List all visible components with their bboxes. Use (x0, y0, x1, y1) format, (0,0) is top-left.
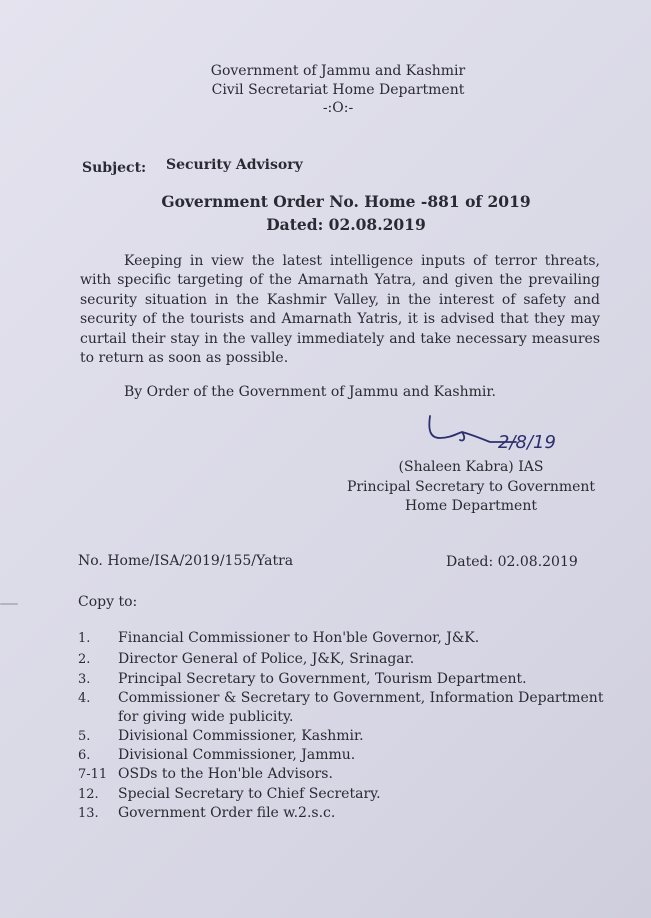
copy-item-number: 4. (78, 691, 91, 706)
copy-item-number: 13. (78, 806, 99, 821)
signatory-name: (Shaleen Kabra) IAS (398, 459, 544, 475)
reference-number: No. Home/ISA/2019/155/Yatra (78, 553, 294, 569)
paper-crease-mark (0, 603, 18, 605)
header-government: Government of Jammu and Kashmir (210, 63, 466, 79)
header-department: Civil Secretariat Home Department (211, 82, 465, 98)
copy-item-continuation: for giving wide publicity. (118, 709, 294, 725)
copy-item-number: 6. (78, 748, 91, 763)
header-separator: -:O:- (322, 100, 354, 116)
copy-item-number: 1. (78, 631, 91, 646)
advisory-paragraph: Keeping in view the latest intelligence inputs of terror threats, with specific targeting of the Amarnath Yatra, and given the prevailing security situation in the Kashmir Valley, in the interest of safety and security of the tourists and Amarnath Yatris, it is advised that they may curtail their stay in the valley immediately and take necessary measures to return as soon as possible. (80, 253, 600, 367)
by-order-line: By Order of the Government of Jammu and Kashmir. (124, 384, 496, 400)
copy-item-text: Financial Commissioner to Hon'ble Governor, J&K. (118, 630, 480, 646)
copy-item-number: 7-11 (78, 767, 108, 782)
signatory-department: Home Department (405, 498, 537, 514)
reference-date: Dated: 02.08.2019 (446, 554, 578, 570)
copy-item-text: Special Secretary to Chief Secretary. (118, 786, 381, 802)
copy-to-label: Copy to: (78, 594, 138, 610)
signatory-designation: Principal Secretary to Government (346, 479, 596, 495)
copy-item-number: 5. (78, 729, 91, 744)
copy-item-text: Commissioner & Secretary to Government, Information Department (118, 690, 604, 706)
signature-graphic (420, 408, 580, 458)
copy-item-text: Divisional Commissioner, Jammu. (118, 747, 356, 763)
copy-item-text: Government Order file w.2.s.c. (118, 805, 336, 821)
subject-value: Security Advisory (166, 157, 303, 173)
subject-label: Subject: (82, 160, 147, 176)
order-date: Dated: 02.08.2019 (266, 215, 426, 234)
copy-item-text: OSDs to the Hon'ble Advisors. (118, 766, 333, 782)
signature-date: 2/8/19 (498, 432, 556, 453)
copy-item-text: Divisional Commissioner, Kashmir. (118, 728, 364, 744)
copy-item-number: 12. (78, 787, 99, 802)
order-title: Government Order No. Home -881 of 2019 (161, 192, 531, 211)
copy-item-number: 2. (78, 652, 91, 667)
copy-item-text: Director General of Police, J&K, Srinagar. (118, 651, 415, 667)
copy-item-number: 3. (78, 672, 91, 687)
copy-item-text: Principal Secretary to Government, Tourism Department. (118, 671, 527, 687)
